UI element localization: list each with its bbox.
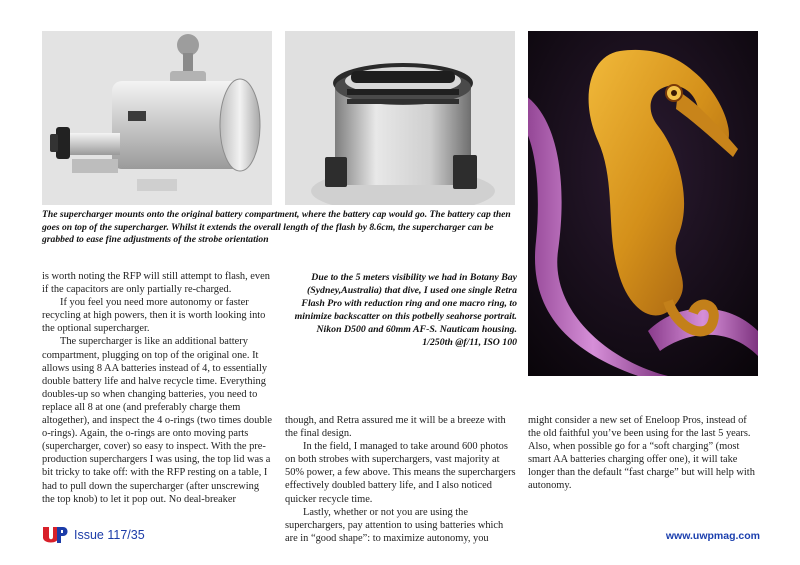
seahorse-caption: Due to the 5 meters visibility we had in Botany Bay (Sydney,Australia) that dive, I used one single Retra Flash Pro with reduction ring and one macro ring, to minimize backscatter on this potbelly seahorse portrait. Nikon D500 and 60mm AF-S. Nauticam housing. 1/250th @f/11, ISO 100 <box>294 272 517 349</box>
article-column-3 <box>528 414 760 493</box>
photo-caption: The supercharger mounts onto the original battery compartment, where the battery cap would go. The battery cap then goes on top of the supercharger. Whilst it extends the overall length of the flash by 8.6cm, the supercharger can be grabbed to ease fine adjustments of the strobe orientation <box>42 209 511 246</box>
article-column-2 <box>285 414 517 545</box>
paragraph: is worth noting the RFP will still attempt to flash, even if the capacitors are only partially re-charged. <box>42 271 270 296</box>
paragraph: though, and Retra assured me it will be a breeze with the final design. <box>285 415 506 440</box>
magazine-logo[interactable] <box>42 525 68 545</box>
paragraph: In the field, I managed to take around 600 photos on both strobes with superchargers, vast majority at 50% power, a few above. This means the superchargers effectively doubled battery life, and I also noticed quicker recycle time. <box>285 441 516 505</box>
paragraph: The supercharger is like an additional battery compartment, plugging on top of the original one. It allows using 8 AA batteries instead of 4, to essentially double battery life and halve recycle time. Everything doubles-up so when changing batteries, you need to replace all 8 at one (and preferably charge them altogether), and inspect the 4 o-rings (two times double o-rings). Again, the o-rings are onto moving parts (supercharger, cover) so easy to inspect. With the pre-production superchargers I was using, the top lid was a bit tricky to take off: with the RFP resting on a table, I had to pull down the supercharger (after unscrewing the top knob) to let it pop out. No deal-breaker <box>42 336 272 505</box>
issue-number: Issue 117/35 <box>74 528 145 542</box>
photo-battery-compartment <box>285 31 515 205</box>
paragraph: If you feel you need more autonomy or faster recycling at high powers, then it is worth looking into the optional supercharger. <box>42 297 266 335</box>
photo-seahorse <box>528 31 758 376</box>
photo-strobe-side <box>42 31 272 205</box>
article-column-1 <box>42 270 274 506</box>
website-link[interactable]: www.uwpmag.com <box>665 530 760 542</box>
paragraph: might consider a new set of Eneloop Pros, instead of the old faithful you’ve been using for the last 5 years. Also, when possible go for a “soft charging” (most smart AA batteries charging offer one), it will take longer than the default “fast charge” but will help with autonomy. <box>528 415 755 492</box>
paragraph: Lastly, whether or not you are using the superchargers, pay attention to using batteries which are in “good shape”: to maximize autonomy, you <box>285 506 504 544</box>
